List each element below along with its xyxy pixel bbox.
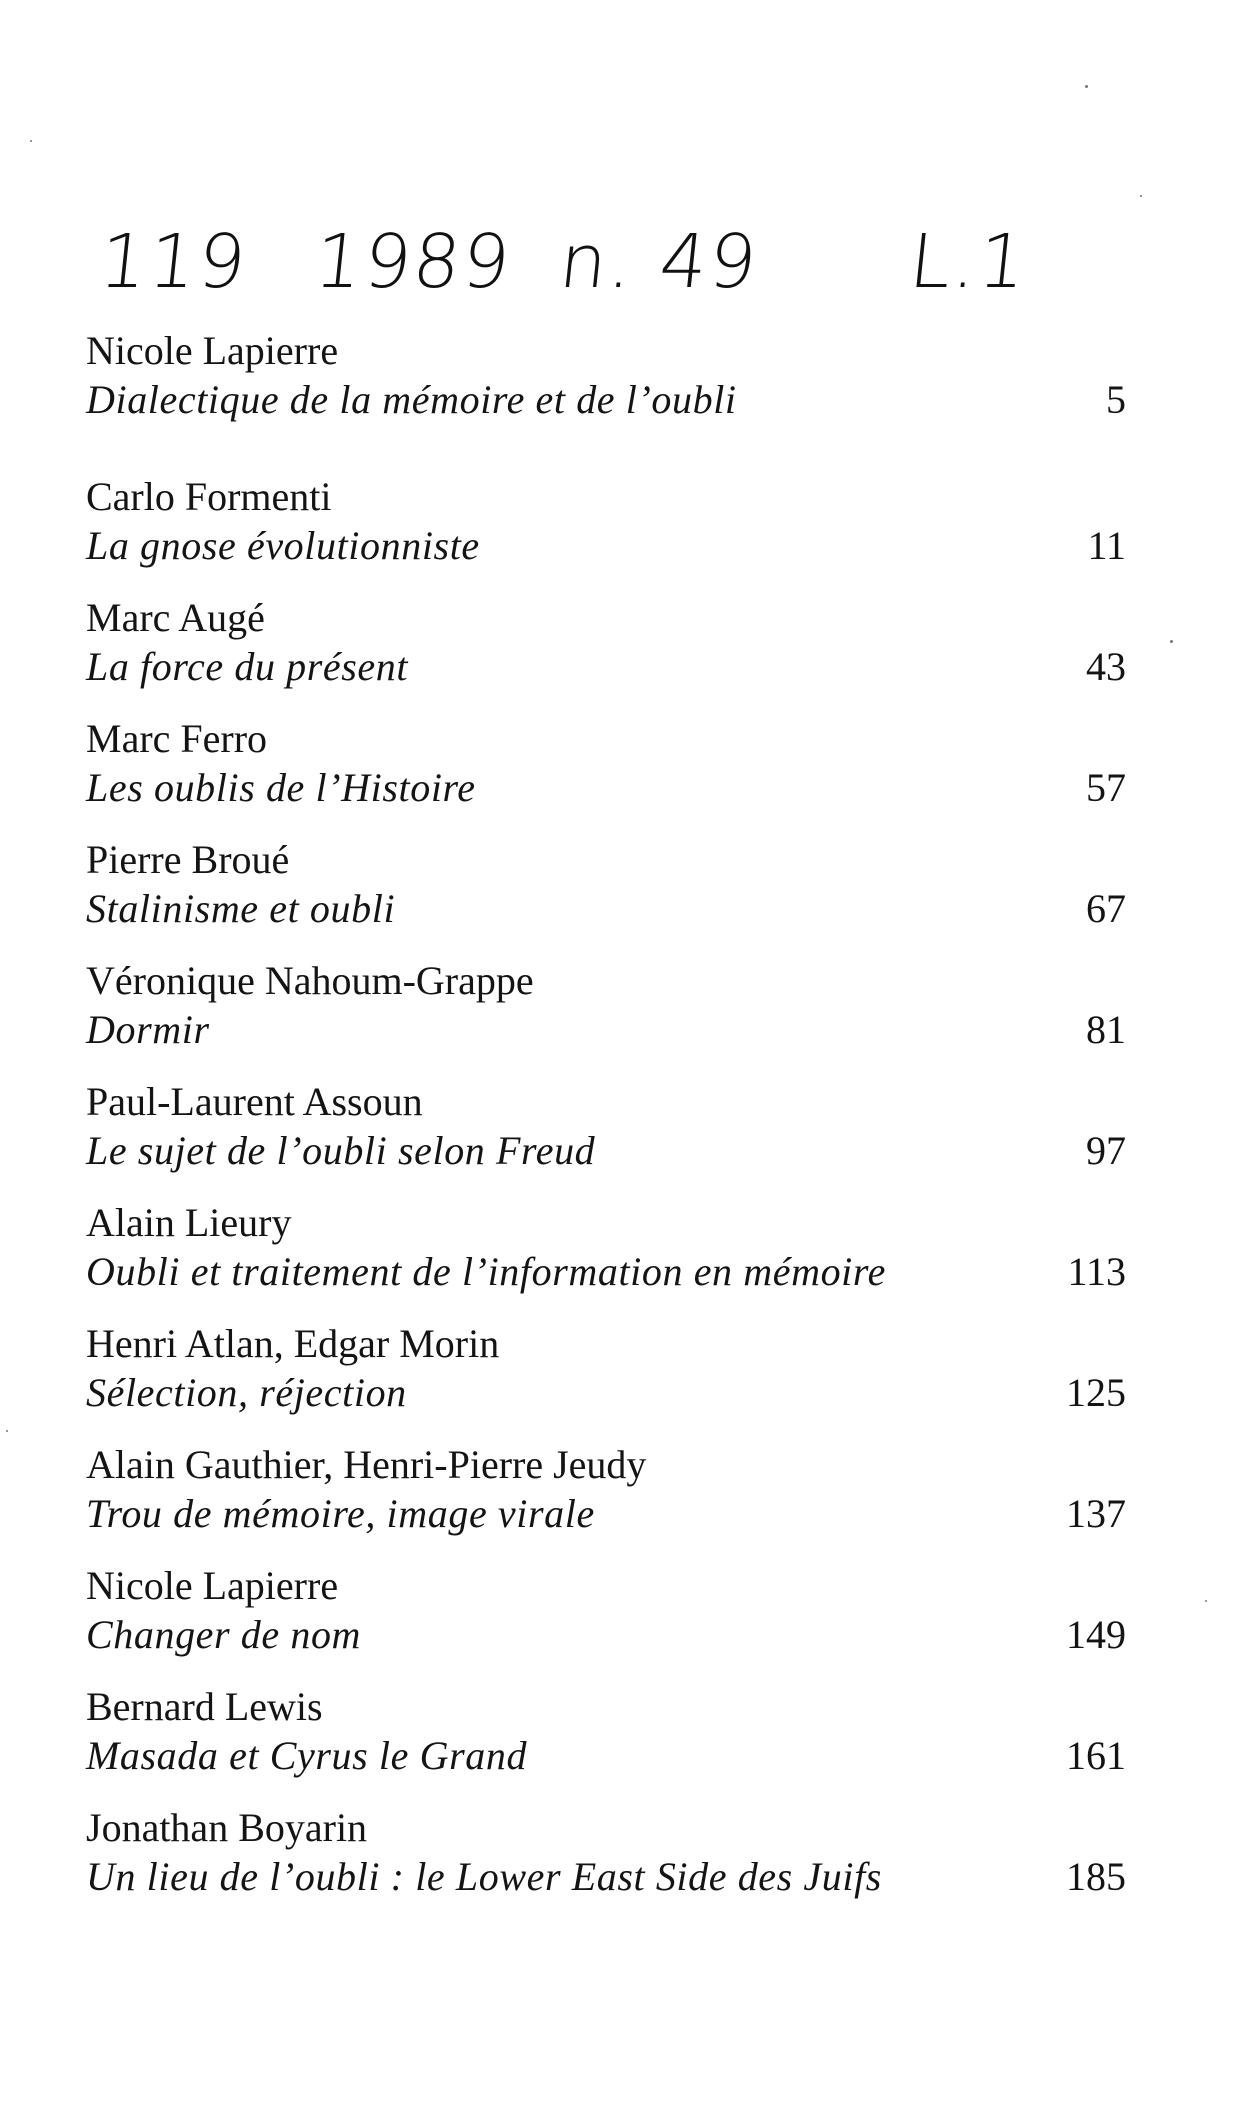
entry-title-row	[86, 884, 1126, 933]
entry-title-row	[86, 1368, 1126, 1417]
scan-speck	[30, 140, 32, 142]
entry-title-row	[86, 521, 1126, 570]
entry-author: Carlo Formenti	[86, 474, 332, 519]
entry-title-row	[86, 763, 1126, 812]
toc-entry	[86, 593, 1126, 691]
toc-entry	[86, 1077, 1126, 1175]
entry-author: Pierre Broué	[86, 837, 290, 882]
entry-page-number: 185	[1066, 1854, 1126, 1899]
handwritten-shelf: L.1	[905, 219, 1033, 305]
toc-entry	[86, 835, 1126, 933]
entry-title: La force du présent	[86, 644, 409, 689]
entry-page-number: 137	[1066, 1491, 1126, 1536]
toc-entry	[86, 1440, 1126, 1538]
entry-title: La gnose évolutionniste	[86, 523, 480, 568]
entry-title: Masada et Cyrus le Grand	[86, 1733, 528, 1778]
entry-title-row	[86, 1126, 1126, 1175]
entry-title: Stalinisme et oubli	[86, 886, 396, 931]
entry-title-row	[86, 642, 1126, 691]
entry-title-row	[86, 1852, 1126, 1901]
entry-author: Marc Augé	[86, 595, 265, 640]
toc-entry	[86, 956, 1126, 1054]
table-of-contents	[86, 326, 1126, 1901]
entry-author: Véronique Nahoum-Grappe	[86, 958, 534, 1003]
entry-page-number: 125	[1066, 1370, 1126, 1415]
toc-entry	[86, 1561, 1126, 1659]
scan-speck	[6, 1430, 8, 1432]
entry-title-row	[86, 1731, 1126, 1780]
entry-title: Sélection, réjection	[86, 1370, 407, 1415]
entry-title-row	[86, 375, 1126, 424]
toc-entry	[86, 1319, 1126, 1417]
scan-speck	[1140, 195, 1142, 197]
entry-page-number: 81	[1086, 1007, 1126, 1052]
toc-entry	[86, 1682, 1126, 1780]
entry-page-number: 57	[1086, 765, 1126, 810]
entry-author: Nicole Lapierre	[86, 328, 339, 373]
entry-author: Henri Atlan, Edgar Morin	[86, 1321, 500, 1366]
entry-page-number: 149	[1066, 1612, 1126, 1657]
entry-author: Paul-Laurent Assoun	[86, 1079, 423, 1124]
entry-title: Les oublis de l’Histoire	[86, 765, 476, 810]
toc-entry	[86, 1198, 1126, 1296]
entry-title-row	[86, 1489, 1126, 1538]
toc-entry	[86, 326, 1126, 424]
entry-title-row	[86, 1005, 1126, 1054]
handwritten-volume: 119	[95, 219, 252, 305]
entry-title-row	[86, 1610, 1126, 1659]
entry-page-number: 11	[1087, 523, 1126, 568]
entry-title: Trou de mémoire, image virale	[86, 1491, 595, 1536]
toc-entry	[86, 472, 1126, 570]
entry-page-number: 113	[1067, 1249, 1126, 1294]
entry-author: Bernard Lewis	[86, 1684, 323, 1729]
entry-author: Nicole Lapierre	[86, 1563, 339, 1608]
entry-title: Dormir	[86, 1007, 210, 1052]
entry-page-number: 161	[1066, 1733, 1126, 1778]
toc-entry	[86, 1803, 1126, 1901]
entry-author: Alain Gauthier, Henri-Pierre Jeudy	[86, 1442, 647, 1487]
entry-title: Oubli et traitement de l’information en mémoire	[86, 1249, 886, 1294]
entry-page-number: 67	[1086, 886, 1126, 931]
scan-speck	[1205, 1600, 1207, 1602]
entry-title: Changer de nom	[86, 1612, 362, 1657]
handwritten-issue: n. 49	[555, 219, 763, 305]
entry-author: Alain Lieury	[86, 1200, 292, 1245]
entry-author: Jonathan Boyarin	[86, 1805, 368, 1850]
handwritten-year: 1989	[310, 219, 516, 305]
scan-speck	[1170, 640, 1173, 643]
entry-author: Marc Ferro	[86, 716, 268, 761]
scan-speck	[1085, 85, 1088, 88]
entry-title-row	[86, 1247, 1126, 1296]
toc-entry	[86, 714, 1126, 812]
entry-page-number: 43	[1086, 644, 1126, 689]
entry-title: Un lieu de l’oubli : le Lower East Side des Juifs	[86, 1854, 882, 1899]
entry-title: Le sujet de l’oubli selon Freud	[86, 1128, 596, 1173]
entry-title: Dialectique de la mémoire et de l’oubli	[86, 377, 737, 422]
entry-page-number: 5	[1106, 377, 1126, 422]
entry-page-number: 97	[1086, 1128, 1126, 1173]
